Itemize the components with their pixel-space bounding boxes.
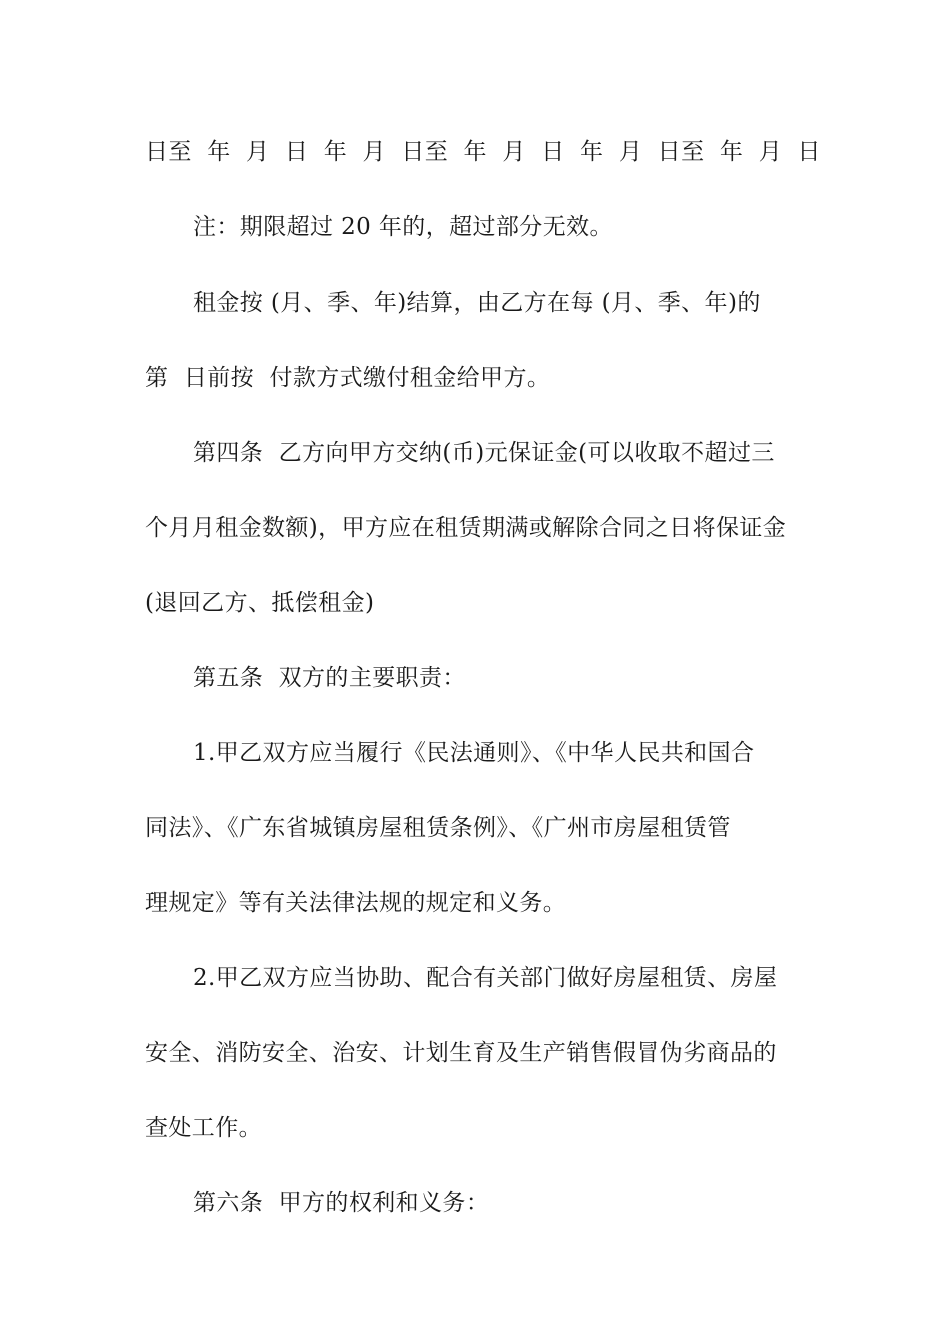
- article-6-heading: 第六条 甲方的权利和义务：: [193, 1190, 490, 1216]
- rent-settlement-line-2: 第 日前按 付款方式缴付租金给甲方。: [145, 365, 551, 391]
- article-5-item-1-line-1: 1.甲乙双方应当履行《民法通则》、《中华人民共和国合: [193, 740, 755, 766]
- article-4-line-1: 第四条 乙方向甲方交纳(币)元保证金(可以收取不超过三: [193, 440, 775, 466]
- article-5-item-1-line-3: 理规定》等有关法律法规的规定和义务。: [145, 890, 567, 916]
- article-5-item-2-line-3: 查处工作。: [145, 1115, 262, 1141]
- article-4-line-3: (退回乙方、抵偿租金): [145, 590, 375, 616]
- article-5-item-2-line-2: 安全、消防安全、治安、计划生育及生产销售假冒伪劣商品的: [145, 1040, 777, 1066]
- article-5-item-2-line-1: 2.甲乙双方应当协助、配合有关部门做好房屋租赁、房屋: [193, 965, 778, 991]
- article-4-line-2: 个月月租金数额)，甲方应在租赁期满或解除合同之日将保证金: [145, 515, 787, 541]
- rent-settlement-line-1: 租金按 (月、季、年)结算，由乙方在每 (月、季、年)的: [193, 290, 761, 316]
- date-range-line: 日至 年 月 日 年 月 日至 年 月 日 年 月 日至 年 月 日: [145, 139, 821, 165]
- article-5-heading: 第五条 双方的主要职责：: [193, 665, 466, 691]
- article-5-item-1-line-2: 同法》、《广东省城镇房屋租赁条例》、《广州市房屋租赁管: [145, 815, 731, 841]
- term-limit-note: 注：期限超过 20 年的，超过部分无效。: [193, 214, 613, 240]
